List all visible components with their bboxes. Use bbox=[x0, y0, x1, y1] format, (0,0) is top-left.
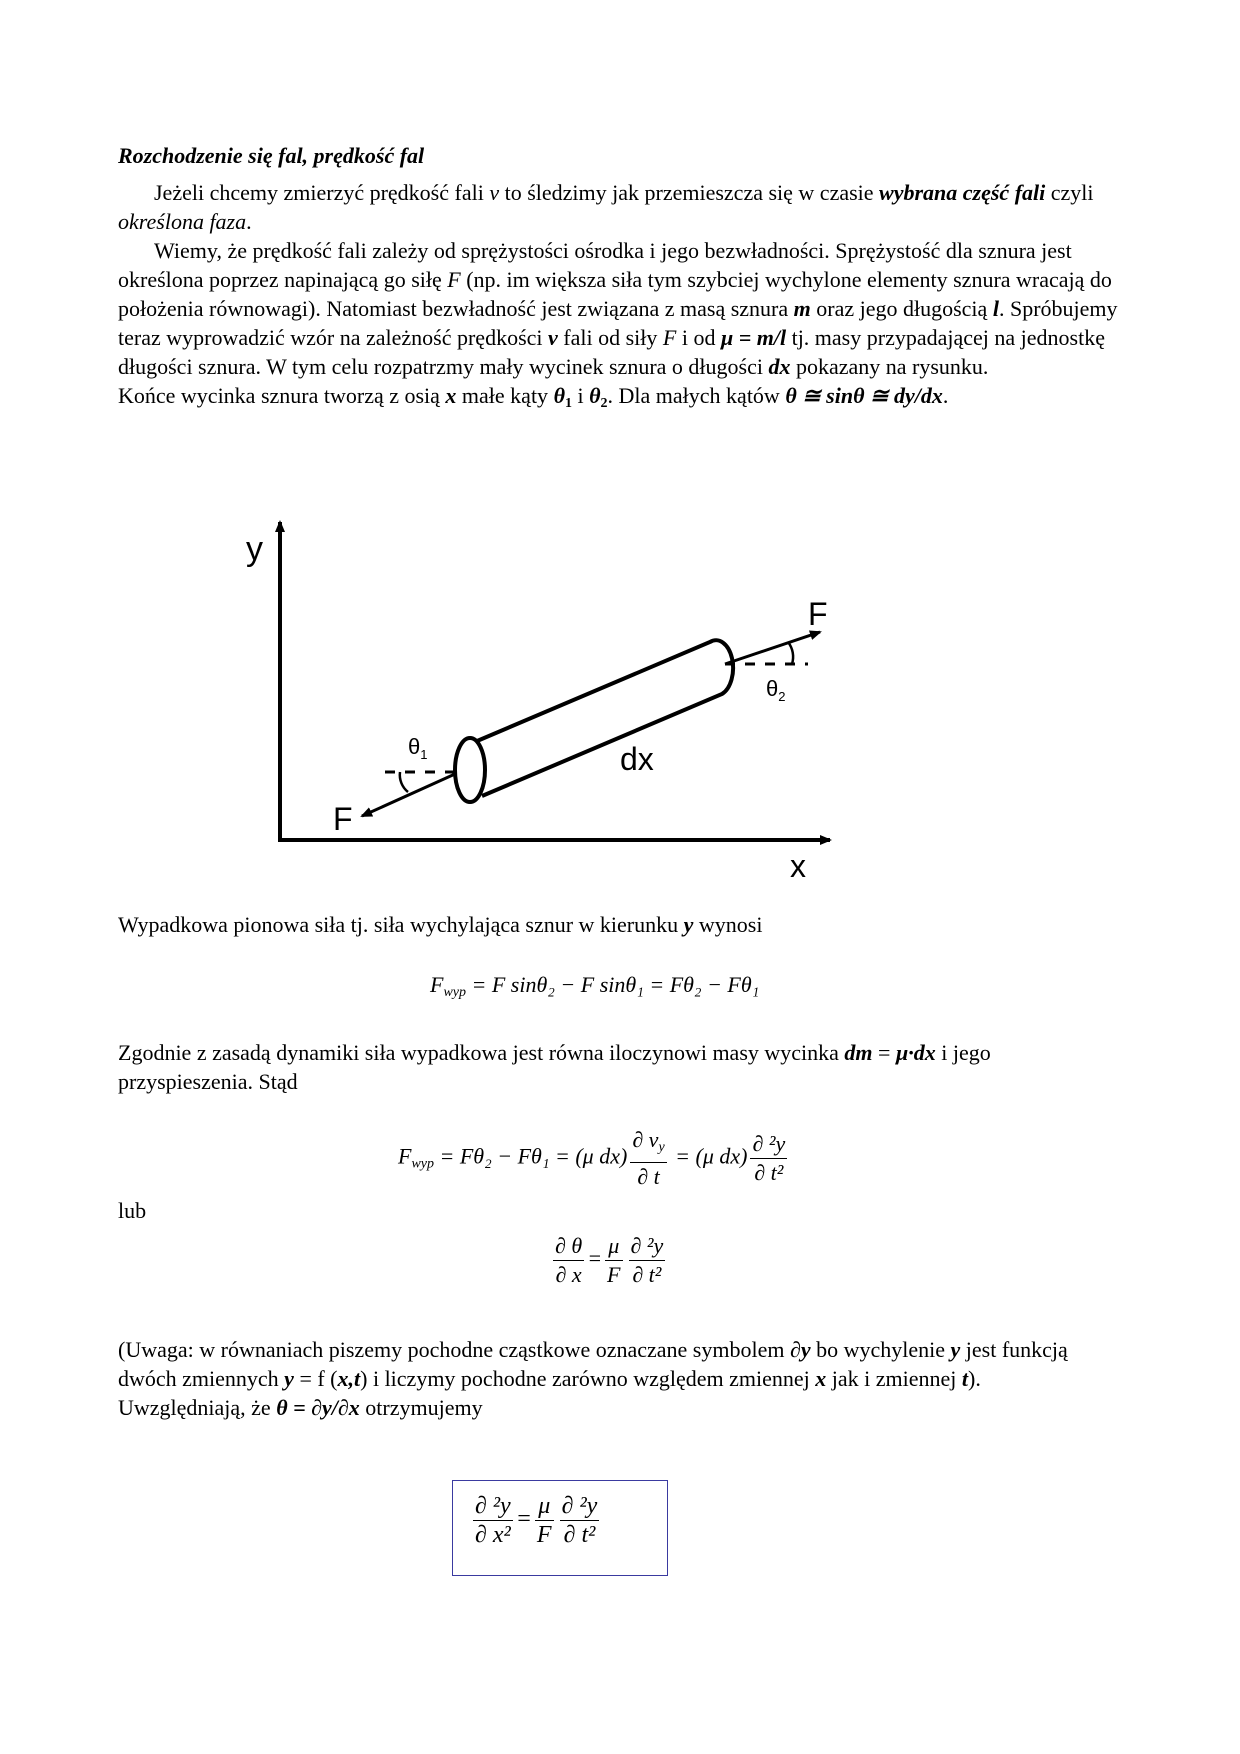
angle-arc-right bbox=[788, 642, 793, 664]
y-axis-label: y bbox=[246, 530, 263, 568]
paragraph-note: (Uwaga: w równaniach piszemy pochodne cząstkowe oznaczane symbolem ∂y bo wychylenie y jest funkcją dwóch zmiennych y = f (x,t) i liczymy pochodne zarówno względem zmiennej x jak i zmiennej t). Uwzględniają, że θ = ∂y/∂x otrzymujemy bbox=[118, 1337, 1068, 1420]
section-title: Rozchodzenie się fal, prędkość fal bbox=[118, 143, 425, 168]
dx-label: dx bbox=[620, 741, 654, 777]
paragraph-intro: Jeżeli chcemy zmierzyć prędkość fali v to śledzimy jak przemieszcza się w czasie wybrana część fali czyli określona faza. Wiemy, że prędkość fali zależy od sprężystości ośrodka i jego bezwładności. Sprężystość dla sznura jest określona poprzez napinającą go siłę F (np. im większa siła tym szybciej wychylone elementy sznura wracają do położenia równowagi). Natomiast bezwładność jest związana z masą sznura m oraz jego długością l. Spróbujemy teraz wyprowadzić wzór na zależność prędkości v fali od siły F i od μ = m/l tj. masy przypadającej na jednostkę długości sznura. W tym celu rozpatrzmy mały wycinek sznura o długości dx pokazany na rysunku. Końce wycinka sznura tworzą z osią x małe kąty $\theta_1$ i $\theta_2$. Dla małych kątów θ ≅ sinθ ≅ dy/dx. bbox=[118, 180, 1118, 411]
equation-net-force: $F_{wyp} = F$ sinθ₂ − F sinθ₁ = Fθ₂ − Fθ₁ bbox=[430, 972, 760, 1000]
cylinder-end-left bbox=[455, 738, 485, 802]
equation-newton: $F_{wyp} = F\theta_2 - F\theta_1 = (\mu$ dx) $\frac{\partial v_y}{\partial t}$ = (μ dx) $\frac{\text{∂ ²y}}{\text{∂ t²}}$ bbox=[398, 1127, 786, 1189]
paragraph-dynamics: Zgodnie z zasadą dynamiki siła wypadkowa jest równa iloczynowi masy wycinka dm = μ·dx i jego przyspieszenia. Stąd bbox=[118, 1040, 991, 1094]
wave-equation: $\frac{\text{∂ ²y}}{\text{∂ x²}}$ = $\frac{\mu}{F}$ $\frac{\text{∂ ²y}}{\text{∂ t²}}$ bbox=[475, 1493, 598, 1548]
string-segment-cylinder bbox=[470, 640, 733, 796]
paragraph-vertical-force: Wypadkowa pionowa siła tj. siła wychylająca sznur w kierunku y wynosi bbox=[118, 912, 763, 937]
word-lub: lub bbox=[118, 1198, 147, 1223]
theta2-label: $\theta_2$ bbox=[766, 676, 786, 704]
force-label-right: F bbox=[808, 596, 828, 632]
force-arrow-right bbox=[725, 632, 820, 664]
angle-arc-left bbox=[400, 772, 408, 792]
equation-angle-derivative: $\frac{\partial \theta}{\partial x}$ = $\frac{\mu}{F}$ $\frac{\text{∂ ²y}}{\text{∂ t²}}$ bbox=[555, 1233, 664, 1287]
theta1-label: $\theta_1$ bbox=[408, 734, 428, 762]
force-label-left: F bbox=[333, 801, 353, 837]
force-arrow-left bbox=[362, 774, 455, 816]
x-axis-label: x bbox=[790, 848, 806, 884]
